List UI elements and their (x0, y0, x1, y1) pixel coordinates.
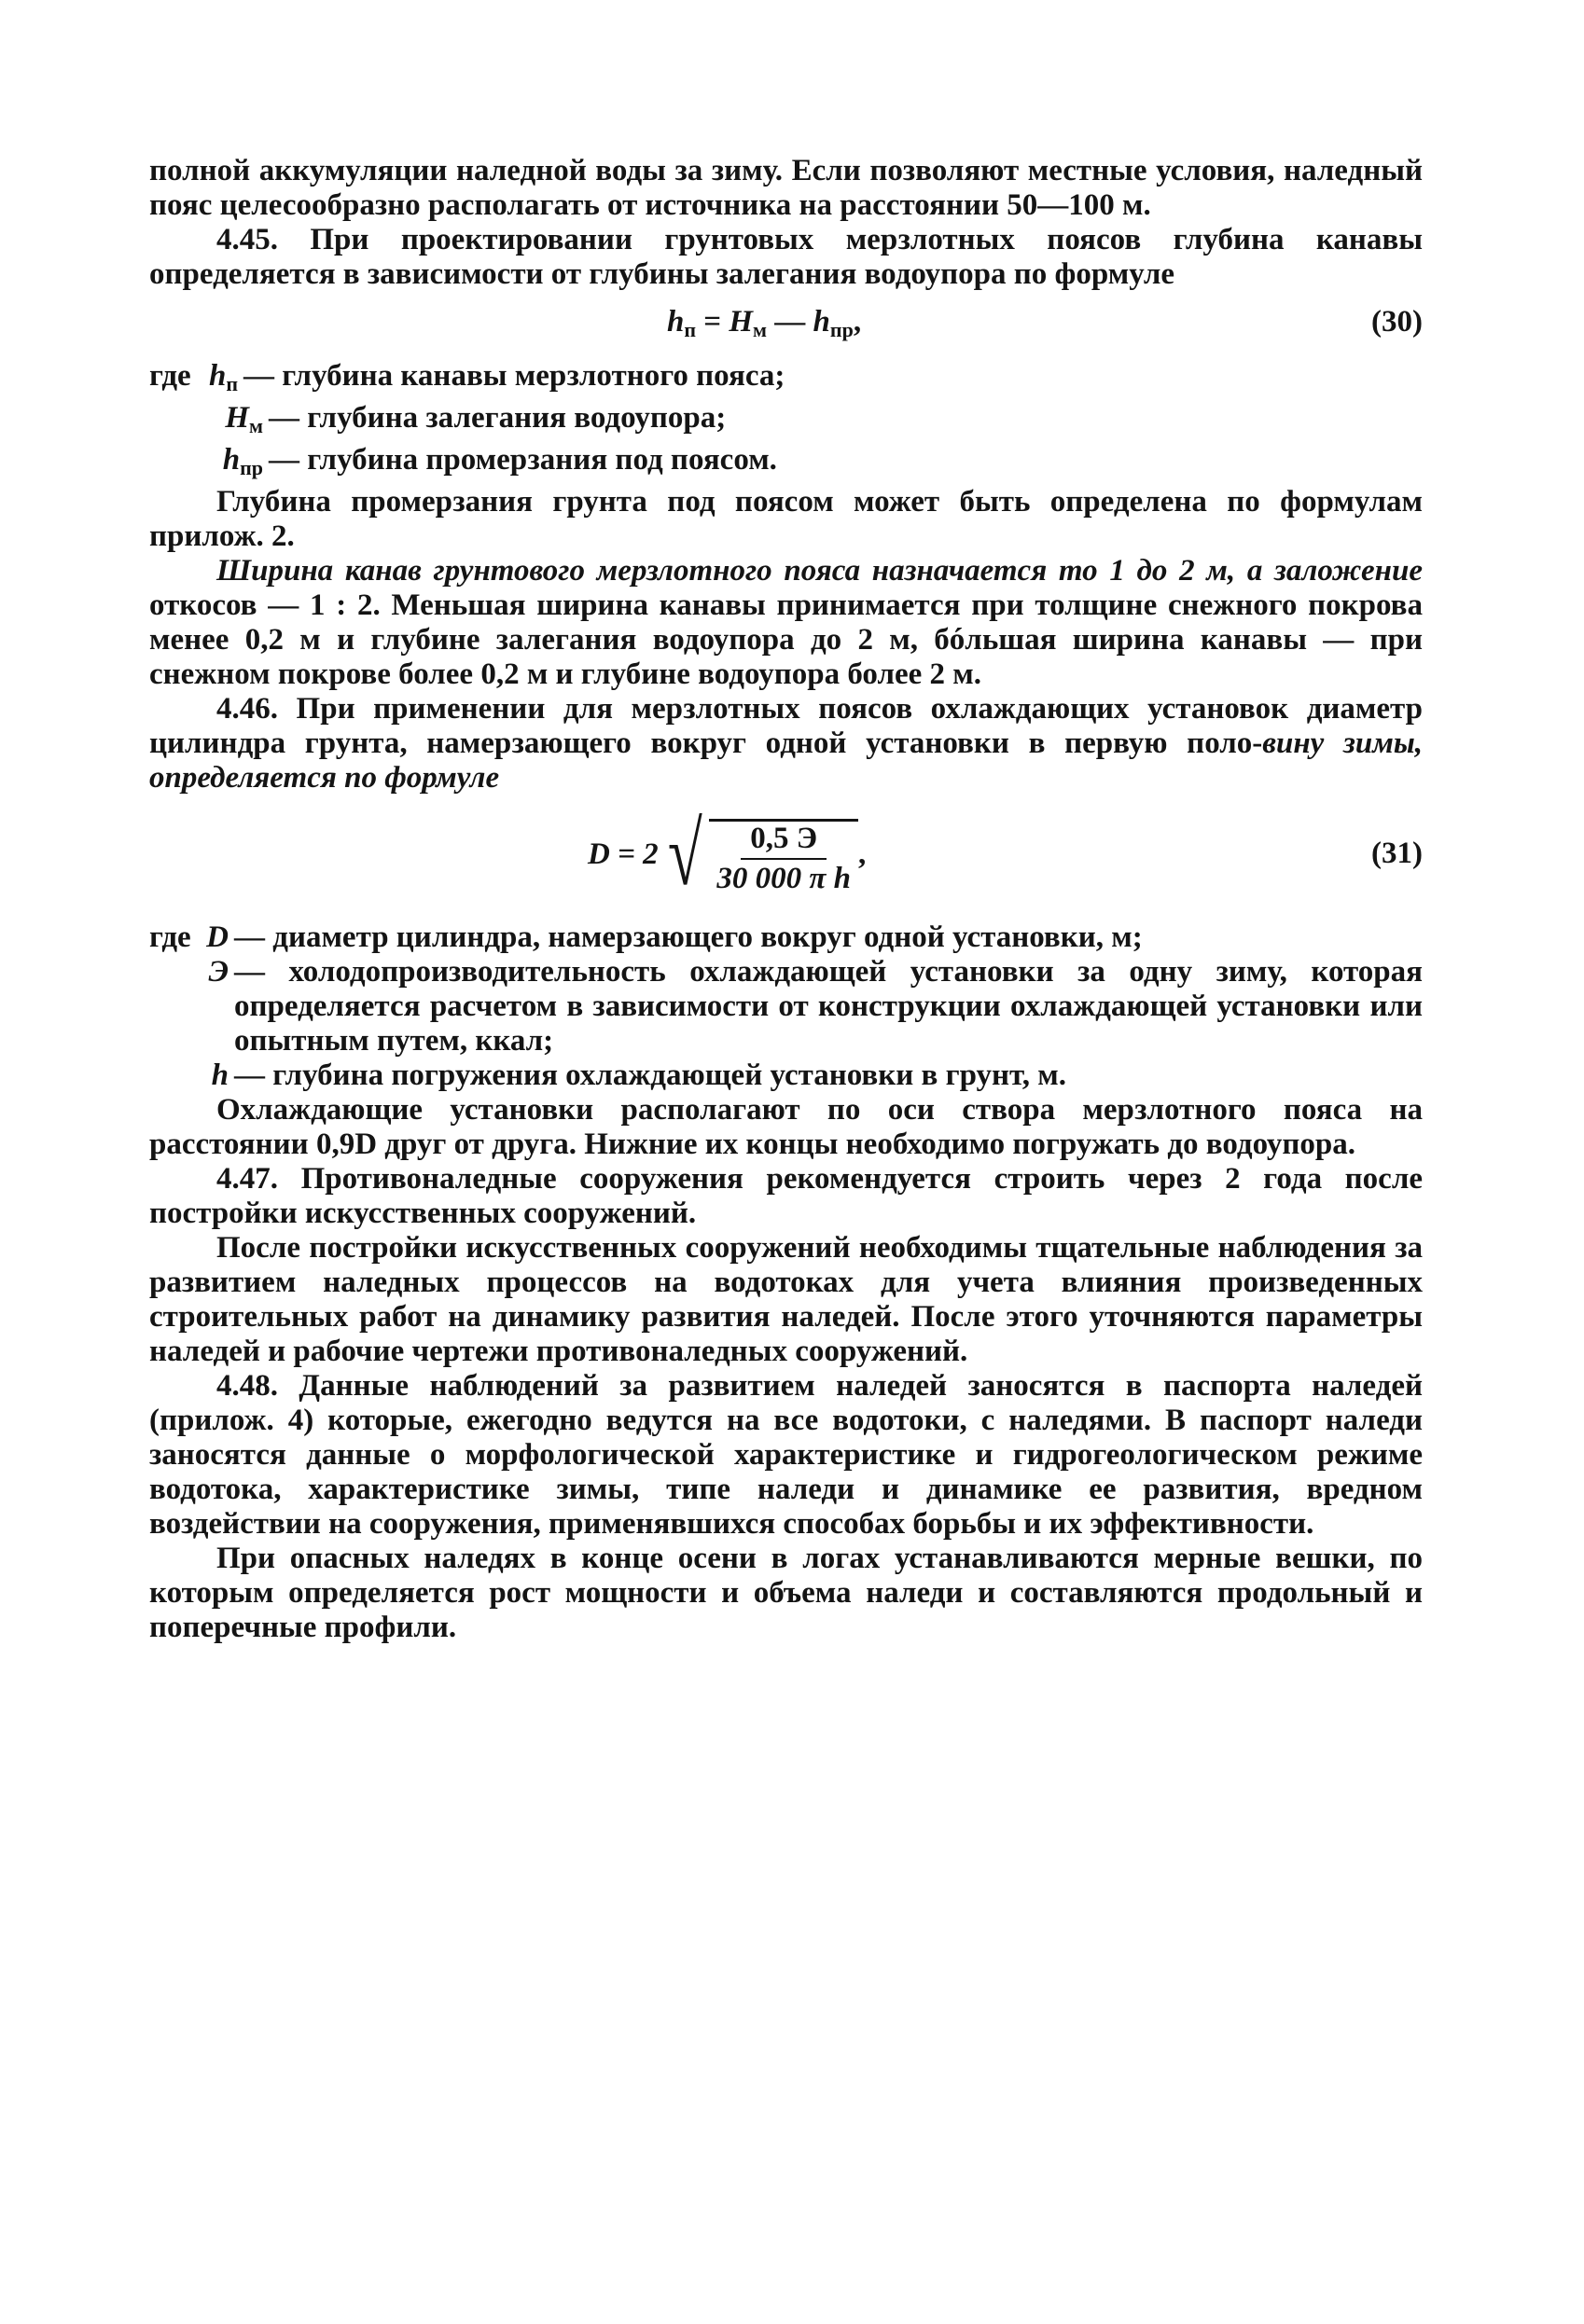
formula-30-expression (667, 305, 861, 347)
document-page (149, 154, 1423, 1645)
definitions-30 (149, 359, 1423, 485)
definition-text: — глубина погружения охлаждающей установки в грунт, м. (234, 1058, 1066, 1092)
paragraph-4-46 (149, 692, 1423, 795)
equation-number: (31) (1371, 837, 1423, 870)
paragraph (149, 554, 1423, 692)
definition-text: — глубина залегания водоупора; (269, 401, 727, 435)
paragraph-4-45: 4.45. При проектировании грунтовых мерзлотных поясов глубина канавы определяется в зависимости от глубины залегания водоупора по формуле (149, 223, 1423, 291)
formula-symbol: h (667, 305, 685, 339)
formula-punctuation: , (853, 305, 862, 339)
definitions-31 (149, 920, 1423, 1093)
formula-operator: — (767, 305, 813, 339)
fraction-numerator: 0,5 Э (741, 822, 827, 860)
definition-item (149, 359, 1423, 401)
paragraph-text: 4.46. При применении для мерзлотных поясов охлаждающих установок диаметр цилиндра грунта, намерзающего вокруг одной установки в первую поло- (149, 692, 1423, 760)
definition-symbol (216, 443, 263, 485)
italic-text: Ширина канав грунтового мерзлотного пояса назначается то 1 до 2 м, а заложение (216, 554, 1423, 588)
definition-symbol-letter: h (208, 359, 227, 393)
definition-item (149, 1058, 1423, 1093)
definition-symbol-letter: H (225, 401, 249, 435)
formula-31-expression (588, 804, 867, 904)
definition-symbol-letter: h (222, 443, 241, 477)
paragraph-4-47: 4.47. Противоналедные сооружения рекомендуется строить через 2 года после постройки искусственных сооружений. (149, 1162, 1423, 1230)
paragraph: После постройки искусственных сооружений необходимы тщательные наблюдения за развитием наледных процессов на водотоках для учета влияния произведенных строительных работ на динамику развития наледей. После этого уточняются параметры наледей и рабочие чертежи противоналедных сооружений. (149, 1231, 1423, 1368)
paragraph: полной аккумуляции наледной воды за зиму. Если позволяют местные условия, наледный пояс целесообразно располагать от источника на расстоянии 50—100 м. (149, 154, 1423, 222)
definition-subscript: п (226, 372, 238, 395)
definition-symbol: h (211, 1058, 229, 1092)
fraction (716, 822, 851, 896)
sqrt-icon: √ (667, 804, 702, 904)
equation-number: (30) (1371, 305, 1423, 339)
definition-symbol (216, 401, 263, 443)
definition-lead: где (149, 920, 199, 954)
definition-subscript: пр (240, 456, 263, 479)
definition-text: — глубина канавы мерзлотного пояса; (243, 359, 785, 393)
definition-text: — холодопроизводительность охлаждающей установки за одну зиму, которая определяется расчетом в зависимости от конструкции охлаждающей установки или опытным путем, ккал; (234, 955, 1423, 1058)
definition-item (149, 920, 1423, 955)
formula-31 (149, 804, 1423, 920)
definition-text: — глубина промерзания под поясом. (269, 443, 777, 477)
italic-text: вину зимы, определяется по формуле (149, 726, 1423, 795)
definition-symbol: Э (208, 955, 229, 989)
formula-operator: = (696, 305, 729, 339)
formula-symbol: H (729, 305, 754, 339)
definition-item (149, 443, 1423, 485)
paragraph: При опасных наледях в конце осени в логах устанавливаются мерные вешки, по которым определяется рост мощности и объема наледи и составляются продольный и поперечные профили. (149, 1542, 1423, 1644)
definition-item (149, 955, 1423, 1058)
paragraph-text: откосов — 1 : 2. Меньшая ширина канавы принимается при толщине снежного покрова менее 0,2 м и глубине залегания водоупора до 2 м, бóльшая ширина канавы — при снежном покрове более 0,2 м и глубине водоупора более 2 м. (149, 588, 1423, 691)
formula-symbol: h (813, 305, 830, 339)
formula-subscript: м (753, 318, 768, 341)
formula-lhs: D = 2 (588, 837, 659, 871)
fraction-denominator: 30 000 π h (716, 861, 851, 895)
definition-lead: где (149, 359, 199, 393)
radicand (709, 819, 858, 896)
definition-symbol (201, 359, 238, 401)
formula-subscript: пр (829, 318, 854, 341)
formula-subscript: п (684, 318, 697, 341)
definition-subscript: м (249, 414, 263, 437)
paragraph-4-48: 4.48. Данные наблюдений за развитием наледей заносятся в паспорта наледей (прилож. 4) которые, ежегодно ведутся на все водотоки, с наледями. В паспорт наледи заносятся данные о морфологической характеристике и гидрогеологическом режиме водотока, характеристике зимы, типе наледи и динамике ее развития, вредном воздействии на сооружения, применявшихся способах борьбы и их эффективности. (149, 1369, 1423, 1541)
definition-symbol: D (206, 920, 229, 954)
paragraph: Глубина промерзания грунта под поясом может быть определена по формулам прилож. 2. (149, 485, 1423, 553)
formula-punctuation: , (857, 837, 867, 871)
definition-text: — диаметр цилиндра, намерзающего вокруг одной установки, м; (234, 920, 1143, 954)
definition-item (149, 401, 1423, 443)
formula-30 (149, 305, 1423, 359)
paragraph: Охлаждающие установки располагают по оси створа мерзлотного пояса на расстоянии 0,9D друг от друга. Нижние их концы необходимо погружать до водоупора. (149, 1093, 1423, 1161)
